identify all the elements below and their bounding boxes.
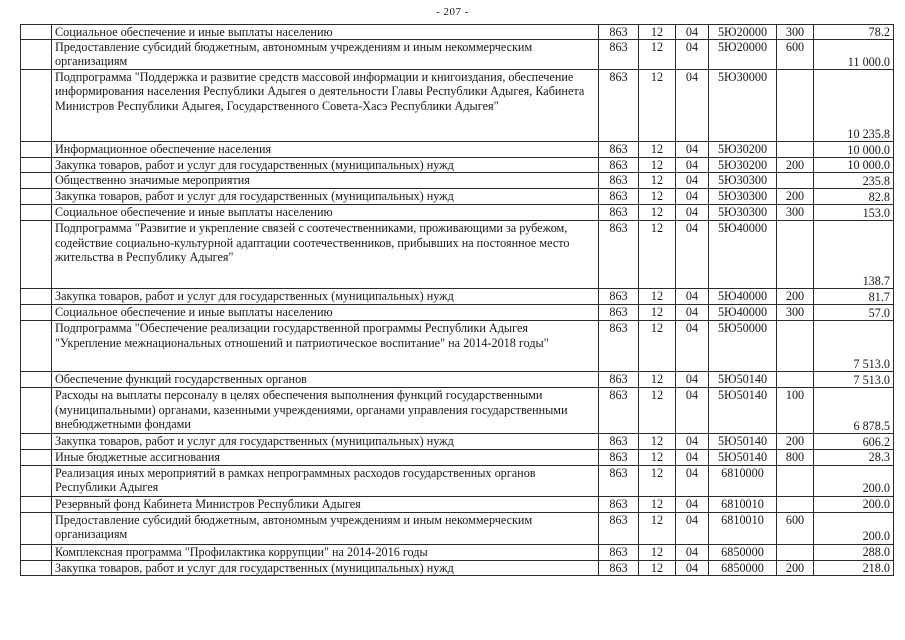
expense-type-code: 200 [777, 289, 814, 305]
item-name: Социальное обеспечение и иные выплаты населению [52, 205, 599, 221]
indent-cell [21, 289, 52, 305]
grbs-code: 863 [599, 40, 639, 70]
target-article-code: 5Ю40000 [709, 305, 777, 321]
section-code: 12 [639, 289, 676, 305]
section-code: 12 [639, 189, 676, 205]
table-row [21, 560, 894, 575]
subsection-code: 04 [676, 70, 709, 142]
expense-type-code: 100 [777, 388, 814, 434]
expense-type-code [777, 70, 814, 142]
expense-type-code: 200 [777, 158, 814, 173]
item-name: Предоставление субсидий бюджетным, автономным учреждениям и иным некоммерческим организациям [52, 40, 599, 70]
table-body [21, 25, 894, 576]
indent-cell [21, 450, 52, 465]
amount: 153.0 [814, 205, 894, 221]
indent-cell [21, 372, 52, 388]
item-name: Подпрограмма "Развитие и укрепление связей с соотечественниками, проживающими за рубежом, содействие социально-культурной адаптации соотечественников, прибывших на постоянное место жительства в Республику Адыгея" [52, 221, 599, 289]
target-article-code: 5Ю50140 [709, 450, 777, 465]
grbs-code: 863 [599, 221, 639, 289]
target-article-code: 5Ю50140 [709, 388, 777, 434]
grbs-code: 863 [599, 434, 639, 450]
amount: 7 513.0 [814, 321, 894, 372]
section-code: 12 [639, 496, 676, 512]
subsection-code: 04 [676, 544, 709, 560]
subsection-code: 04 [676, 205, 709, 221]
indent-cell [21, 25, 52, 40]
amount: 200.0 [814, 496, 894, 512]
subsection-code: 04 [676, 434, 709, 450]
target-article-code: 6810000 [709, 465, 777, 496]
table-row [21, 142, 894, 158]
grbs-code: 863 [599, 173, 639, 189]
indent-cell [21, 142, 52, 158]
grbs-code: 863 [599, 496, 639, 512]
expense-type-code: 200 [777, 189, 814, 205]
grbs-code: 863 [599, 321, 639, 372]
amount: 78.2 [814, 25, 894, 40]
expense-type-code [777, 465, 814, 496]
section-code: 12 [639, 321, 676, 372]
expense-type-code: 600 [777, 40, 814, 70]
indent-cell [21, 205, 52, 221]
expense-type-code: 300 [777, 25, 814, 40]
expense-type-code: 300 [777, 205, 814, 221]
expense-type-code [777, 496, 814, 512]
indent-cell [21, 173, 52, 189]
item-name: Закупка товаров, работ и услуг для государственных (муниципальных) нужд [52, 289, 599, 305]
amount: 10 000.0 [814, 142, 894, 158]
section-code: 12 [639, 450, 676, 465]
target-article-code: 5Ю40000 [709, 289, 777, 305]
table-row [21, 465, 894, 496]
expense-type-code: 200 [777, 560, 814, 575]
item-name: Закупка товаров, работ и услуг для государственных (муниципальных) нужд [52, 560, 599, 575]
item-name: Закупка товаров, работ и услуг для государственных (муниципальных) нужд [52, 189, 599, 205]
item-name: Комплексная программа "Профилактика коррупции" на 2014-2016 годы [52, 544, 599, 560]
section-code: 12 [639, 40, 676, 70]
item-name: Общественно значимые мероприятия [52, 173, 599, 189]
amount: 606.2 [814, 434, 894, 450]
section-code: 12 [639, 560, 676, 575]
section-code: 12 [639, 434, 676, 450]
amount: 10 235.8 [814, 70, 894, 142]
budget-table [20, 24, 894, 576]
amount: 200.0 [814, 512, 894, 544]
indent-cell [21, 496, 52, 512]
expense-type-code [777, 544, 814, 560]
expense-type-code: 200 [777, 434, 814, 450]
indent-cell [21, 70, 52, 142]
subsection-code: 04 [676, 512, 709, 544]
table-row [21, 305, 894, 321]
page-number: - 207 - [436, 6, 469, 18]
expense-type-code [777, 173, 814, 189]
amount: 10 000.0 [814, 158, 894, 173]
target-article-code: 6850000 [709, 560, 777, 575]
table-row [21, 496, 894, 512]
subsection-code: 04 [676, 289, 709, 305]
subsection-code: 04 [676, 40, 709, 70]
indent-cell [21, 512, 52, 544]
amount: 57.0 [814, 305, 894, 321]
amount: 6 878.5 [814, 388, 894, 434]
amount: 81.7 [814, 289, 894, 305]
section-code: 12 [639, 142, 676, 158]
expense-type-code [777, 142, 814, 158]
subsection-code: 04 [676, 388, 709, 434]
subsection-code: 04 [676, 560, 709, 575]
subsection-code: 04 [676, 465, 709, 496]
section-code: 12 [639, 221, 676, 289]
subsection-code: 04 [676, 173, 709, 189]
item-name: Расходы на выплаты персоналу в целях обеспечения выполнения функций государственными (муниципальными) органами, казенными учреждениями, органами управления государственными внебюджетными фондами [52, 388, 599, 434]
amount: 11 000.0 [814, 40, 894, 70]
indent-cell [21, 158, 52, 173]
amount: 235.8 [814, 173, 894, 189]
item-name: Информационное обеспечение населения [52, 142, 599, 158]
subsection-code: 04 [676, 158, 709, 173]
table-row [21, 434, 894, 450]
section-code: 12 [639, 25, 676, 40]
target-article-code: 5Ю30300 [709, 189, 777, 205]
grbs-code: 863 [599, 465, 639, 496]
item-name: Иные бюджетные ассигнования [52, 450, 599, 465]
subsection-code: 04 [676, 221, 709, 289]
target-article-code: 6810010 [709, 512, 777, 544]
indent-cell [21, 560, 52, 575]
item-name: Обеспечение функций государственных органов [52, 372, 599, 388]
indent-cell [21, 465, 52, 496]
target-article-code: 6850000 [709, 544, 777, 560]
table-row [21, 205, 894, 221]
amount: 200.0 [814, 465, 894, 496]
subsection-code: 04 [676, 142, 709, 158]
table-row [21, 173, 894, 189]
grbs-code: 863 [599, 205, 639, 221]
table-row [21, 25, 894, 40]
target-article-code: 5Ю40000 [709, 221, 777, 289]
indent-cell [21, 321, 52, 372]
target-article-code: 5Ю30200 [709, 142, 777, 158]
table-row [21, 512, 894, 544]
target-article-code: 5Ю50140 [709, 372, 777, 388]
amount: 7 513.0 [814, 372, 894, 388]
subsection-code: 04 [676, 496, 709, 512]
expense-type-code: 600 [777, 512, 814, 544]
indent-cell [21, 388, 52, 434]
item-name: Подпрограмма "Обеспечение реализации государственной программы Республики Адыгея "Укрепление межнациональных отношений и патриотическое воспитание" на 2014-2018 годы" [52, 321, 599, 372]
table-row [21, 321, 894, 372]
target-article-code: 5Ю20000 [709, 25, 777, 40]
table-row [21, 372, 894, 388]
section-code: 12 [639, 512, 676, 544]
expense-type-code: 300 [777, 305, 814, 321]
table-row [21, 450, 894, 465]
target-article-code: 5Ю30300 [709, 205, 777, 221]
subsection-code: 04 [676, 321, 709, 372]
table-row [21, 70, 894, 142]
table-row [21, 544, 894, 560]
amount: 138.7 [814, 221, 894, 289]
indent-cell [21, 189, 52, 205]
section-code: 12 [639, 173, 676, 189]
grbs-code: 863 [599, 189, 639, 205]
amount: 288.0 [814, 544, 894, 560]
item-name: Реализация иных мероприятий в рамках непрограммных расходов государственных органов Республики Адыгея [52, 465, 599, 496]
item-name: Подпрограмма "Поддержка и развитие средств массовой информации и книгоиздания, обеспечение информирования населения Республики Адыгея о деятельности Главы Республики Адыгея, Кабинета Министров Республики Адыгея, Государственного Совета-Хасэ Республики Адыгея" [52, 70, 599, 142]
indent-cell [21, 40, 52, 70]
indent-cell [21, 434, 52, 450]
table-row [21, 388, 894, 434]
section-code: 12 [639, 372, 676, 388]
grbs-code: 863 [599, 25, 639, 40]
item-name: Социальное обеспечение и иные выплаты населению [52, 25, 599, 40]
indent-cell [21, 305, 52, 321]
subsection-code: 04 [676, 189, 709, 205]
grbs-code: 863 [599, 289, 639, 305]
grbs-code: 863 [599, 388, 639, 434]
grbs-code: 863 [599, 512, 639, 544]
target-article-code: 5Ю50140 [709, 434, 777, 450]
subsection-code: 04 [676, 450, 709, 465]
grbs-code: 863 [599, 450, 639, 465]
section-code: 12 [639, 70, 676, 142]
section-code: 12 [639, 205, 676, 221]
target-article-code: 5Ю50000 [709, 321, 777, 372]
item-name: Закупка товаров, работ и услуг для государственных (муниципальных) нужд [52, 158, 599, 173]
subsection-code: 04 [676, 305, 709, 321]
section-code: 12 [639, 388, 676, 434]
grbs-code: 863 [599, 142, 639, 158]
table-row [21, 40, 894, 70]
item-name: Социальное обеспечение и иные выплаты населению [52, 305, 599, 321]
target-article-code: 5Ю30200 [709, 158, 777, 173]
expense-type-code [777, 372, 814, 388]
grbs-code: 863 [599, 544, 639, 560]
table-row [21, 158, 894, 173]
grbs-code: 863 [599, 158, 639, 173]
amount: 82.8 [814, 189, 894, 205]
amount: 218.0 [814, 560, 894, 575]
target-article-code: 5Ю20000 [709, 40, 777, 70]
section-code: 12 [639, 544, 676, 560]
target-article-code: 5Ю30000 [709, 70, 777, 142]
expense-type-code [777, 321, 814, 372]
indent-cell [21, 221, 52, 289]
subsection-code: 04 [676, 372, 709, 388]
amount: 28.3 [814, 450, 894, 465]
table-row [21, 221, 894, 289]
item-name: Резервный фонд Кабинета Министров Республики Адыгея [52, 496, 599, 512]
target-article-code: 6810010 [709, 496, 777, 512]
subsection-code: 04 [676, 25, 709, 40]
section-code: 12 [639, 305, 676, 321]
grbs-code: 863 [599, 372, 639, 388]
table-row [21, 189, 894, 205]
section-code: 12 [639, 158, 676, 173]
expense-type-code: 800 [777, 450, 814, 465]
table-row [21, 289, 894, 305]
grbs-code: 863 [599, 70, 639, 142]
target-article-code: 5Ю30300 [709, 173, 777, 189]
grbs-code: 863 [599, 560, 639, 575]
section-code: 12 [639, 465, 676, 496]
item-name: Предоставление субсидий бюджетным, автономным учреждениям и иным некоммерческим организациям [52, 512, 599, 544]
expense-type-code [777, 221, 814, 289]
item-name: Закупка товаров, работ и услуг для государственных (муниципальных) нужд [52, 434, 599, 450]
indent-cell [21, 544, 52, 560]
grbs-code: 863 [599, 305, 639, 321]
